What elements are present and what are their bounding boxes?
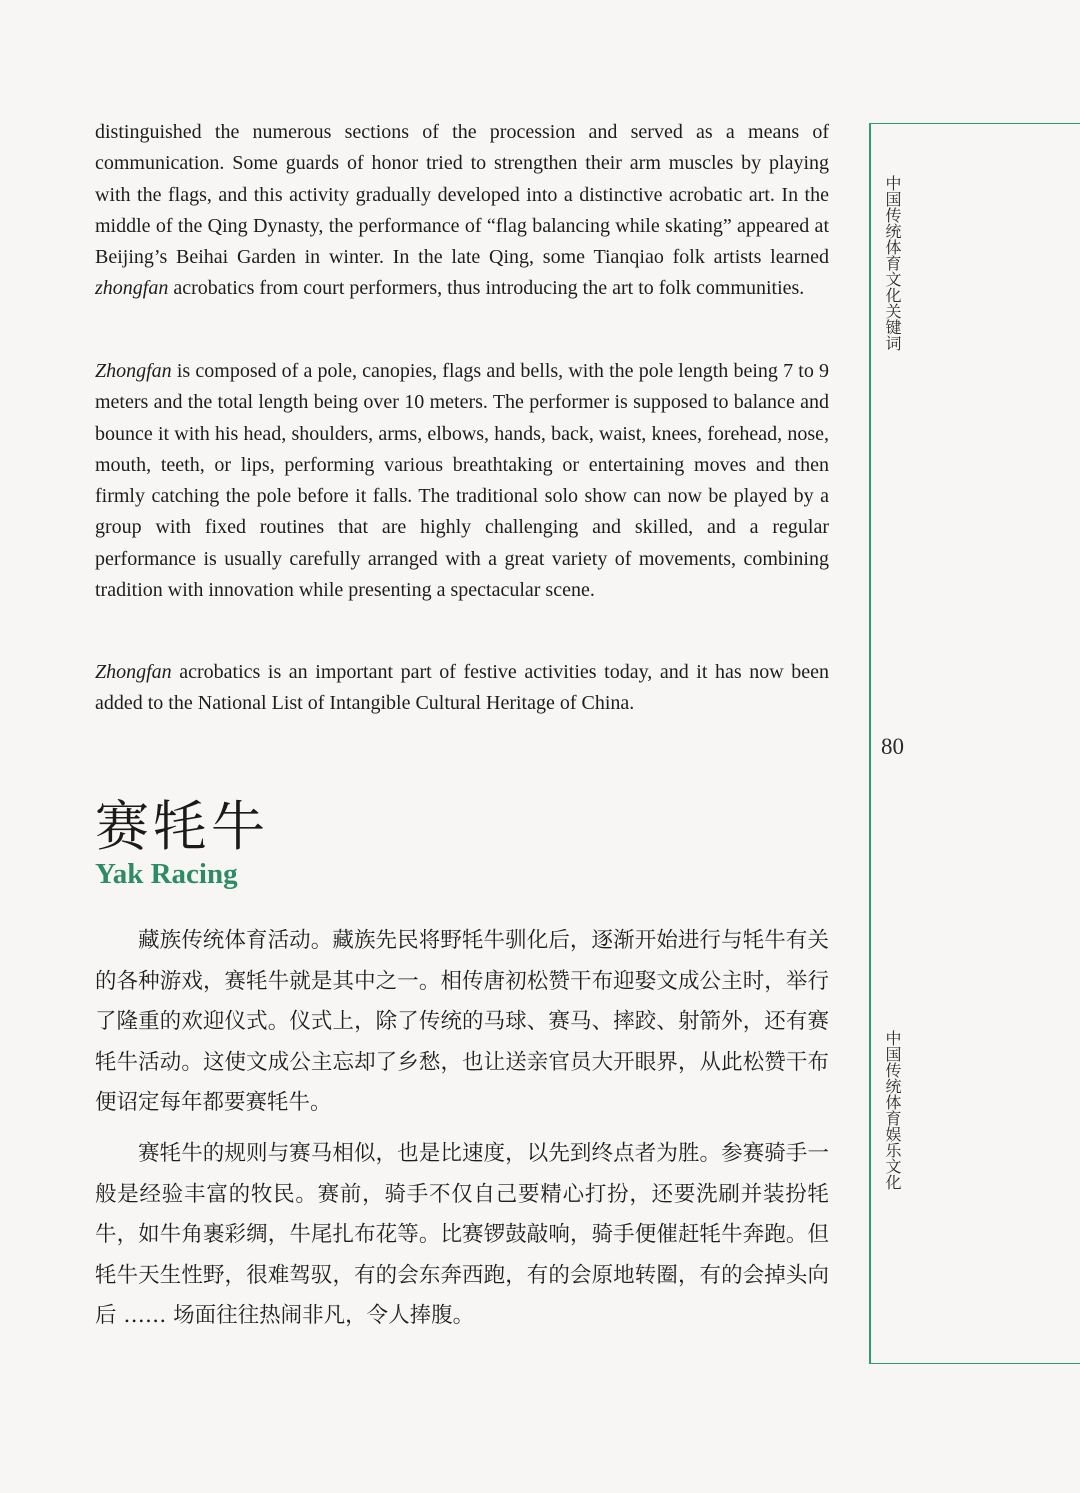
english-paragraph-1-ending: acrobatics from court performers, thus introducing the art to folk communities. <box>168 277 805 300</box>
english-paragraph-3-italic-term: Zhongfan <box>95 661 172 683</box>
english-paragraph-2-italic-term: Zhongfan <box>95 360 172 382</box>
english-paragraph-3-text: acrobatics is an important part of festive activities today, and it has now been added to the National List of Intangible Cultural Heritage of China. <box>95 661 829 715</box>
margin-rule-vertical <box>869 123 871 1364</box>
section-title-english: Yak Racing <box>95 858 238 890</box>
chinese-paragraph-1: 藏族传统体育活动。藏族先民将野牦牛驯化后，逐渐开始进行与牦牛有关的各种游戏，赛牦牛就是其中之一。相传唐初松赞干布迎娶文成公主时，举行了隆重的欢迎仪式。仪式上，除了传统的马球、赛马、摔跤、射箭外，还有赛牦牛活动。这使文成公主忘却了乡愁，也让送亲官员大开眼界，从此松赞干布便诏定每年都要赛牦牛。 <box>95 928 829 1115</box>
margin-rule-bottom <box>869 1363 1080 1364</box>
page-number: 80 <box>881 734 904 759</box>
english-paragraph-1-text: distinguished the numerous sections of the procession and served as a means of communication. Some guards of honor tried to strengthen their arm muscles by playing with the flags, and this activity gradually developed into a distinctive acrobatic art. In the middle of the Qing Dynasty, the performance of “flag balancing while skating” appeared at Beijing’s Beihai Garden in winter. In the late Qing, some Tianqiao folk artists learned <box>95 121 829 269</box>
english-paragraph-2-text: is composed of a pole, canopies, flags and bells, with the pole length being 7 to 9 meters and the total length being over 10 meters. The performer is supposed to balance and bounce it with his head, shoulders, arms, elbows, hands, back, waist, knees, forehead, nose, mouth, teeth, or lips, performing various breathtaking or entertaining moves and then firmly catching the pole before it falls. The traditional solo show can now be played by a group with fixed routines that are highly challenging and skilled, and a regular performance is usually carefully arranged with a great variety of movements, combining tradition with innovation while presenting a spectacular scene. <box>95 360 829 602</box>
section-title-chinese: 赛牦牛 <box>95 795 269 858</box>
english-paragraph-3 <box>95 657 829 720</box>
running-header-book-title: 中国传统体育文化关键词 <box>883 175 902 351</box>
english-paragraph-2 <box>95 356 829 606</box>
english-paragraph-1-italic-term: zhongfan <box>95 277 169 300</box>
running-header-chapter-title: 中国传统体育娱乐文化 <box>883 1030 902 1190</box>
chinese-paragraph-2: 赛牦牛的规则与赛马相似，也是比速度，以先到终点者为胜。参赛骑手一般是经验丰富的牧民。赛前，骑手不仅自己要精心打扮，还要洗刷并装扮牦牛，如牛角裹彩绸，牛尾扎布花等。比赛锣鼓敲响，骑手便催赶牦牛奔跑。但牦牛天生性野，很难驾驭，有的会东奔西跑，有的会原地转圈，有的会掉头向后 …… 场面往往热闹非凡，令人捧腹。 <box>95 1141 829 1328</box>
english-paragraph-1 <box>95 117 829 305</box>
margin-rule-top <box>869 123 1080 124</box>
